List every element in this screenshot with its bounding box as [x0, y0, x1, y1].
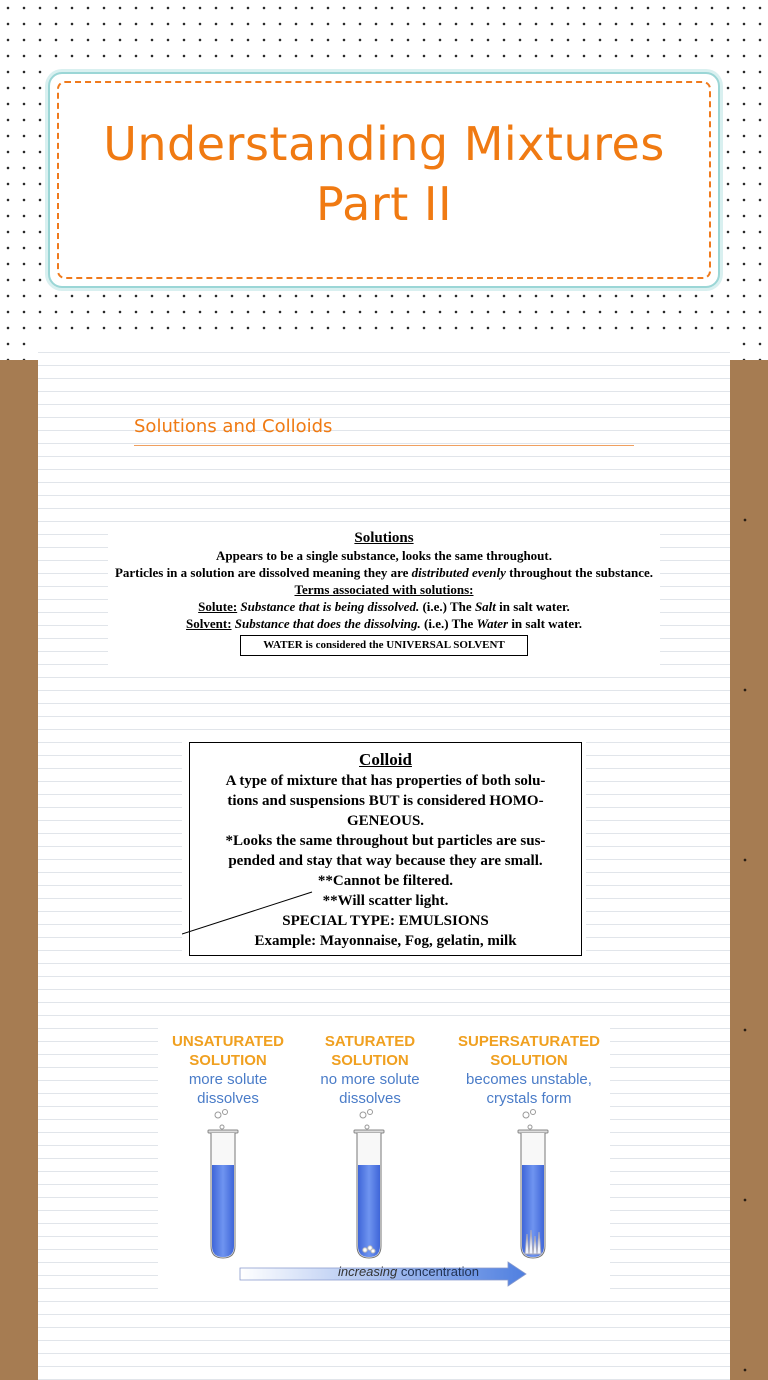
saturated-tube [354, 1110, 384, 1259]
supersaturated-tube [518, 1110, 548, 1259]
solvent-label: Solvent: [186, 616, 232, 631]
colloid-image [182, 738, 586, 962]
colloid-line6: **Cannot be filtered. [317, 873, 454, 889]
colloid-line4: *Looks the same throughout but particles are sus- [225, 833, 546, 849]
solute-definition [108, 598, 660, 615]
concentration-arrow-label [338, 1264, 479, 1279]
title-card [48, 72, 720, 288]
unsaturated-title1: UNSATURATED [172, 1033, 284, 1050]
unsaturated-desc1: more solute [188, 1071, 268, 1088]
solute-def: Substance that is being dissolved. [237, 599, 420, 614]
saturated-desc2: dissolves [339, 1090, 401, 1107]
solutions-line2-em: distributed evenly [411, 565, 506, 580]
saturated-title2: SOLUTION [331, 1052, 409, 1069]
solvent-example-pre: (i.e.) The [420, 616, 477, 631]
supersaturated-desc1: becomes unstable, [466, 1071, 592, 1088]
solvent-def: Substance that does the dissolving. [231, 616, 421, 631]
colloid-line2: tions and suspensions BUT is considered HOMO- [227, 793, 544, 809]
colloid-box [189, 742, 582, 956]
solutions-image [108, 522, 660, 676]
solute-example-em: Salt [474, 599, 496, 614]
solutions-heading: Solutions [354, 530, 414, 546]
colloid-line9: Example: Mayonnaise, Fog, gelatin, milk [254, 933, 517, 949]
solutions-terms-heading: Terms associated with solutions: [294, 582, 474, 597]
solutions-line2 [108, 564, 660, 581]
colloid-line7: **Will scatter light. [322, 893, 449, 909]
supersaturated-title2: SOLUTION [490, 1052, 568, 1069]
colloid-line8: SPECIAL TYPE: EMULSIONS [282, 913, 489, 929]
solute-example-pre: (i.e.) The [419, 599, 475, 614]
saturated-title1: SATURATED [324, 1033, 416, 1050]
page-title: Understanding Mixtures Part II [103, 117, 665, 231]
colloid-line3: GENEOUS. [346, 813, 425, 829]
arrow-label-strong: concentration [400, 1264, 479, 1279]
solutions-line2-pre: Particles in a solution are dissolved meaning they are [114, 565, 412, 580]
solutions-line1: Appears to be a single substance, looks the same throughout. [216, 548, 552, 563]
test-tubes-graphic [158, 1022, 610, 1290]
colloid-line5: pended and stay that way because they are small. [228, 853, 543, 869]
saturated-desc1: no more solute [320, 1071, 420, 1088]
solvent-example-em: Water [476, 616, 509, 631]
section-heading: Solutions and Colloids [134, 416, 634, 446]
colloid-line1: A type of mixture that has properties of both solu- [225, 773, 546, 789]
solute-label: Solute: [198, 599, 238, 614]
saturation-diagram [158, 1022, 610, 1290]
unsaturated-title2: SOLUTION [189, 1052, 267, 1069]
solvent-definition [108, 615, 660, 632]
unsaturated-desc2: dissolves [197, 1090, 259, 1107]
supersaturated-title1: SUPERSATURATED [458, 1033, 600, 1050]
arrow-label-prefix: increasing [338, 1264, 401, 1279]
universal-solvent-callout: WATER is considered the UNIVERSAL SOLVENT [240, 635, 528, 656]
supersaturated-desc2: crystals form [486, 1090, 572, 1107]
solutions-line2-post: throughout the substance. [505, 565, 654, 580]
solute-example-post: in salt water. [495, 599, 570, 614]
colloid-heading: Colloid [359, 750, 412, 769]
solvent-example-post: in salt water. [508, 616, 582, 631]
unsaturated-tube [208, 1110, 238, 1259]
